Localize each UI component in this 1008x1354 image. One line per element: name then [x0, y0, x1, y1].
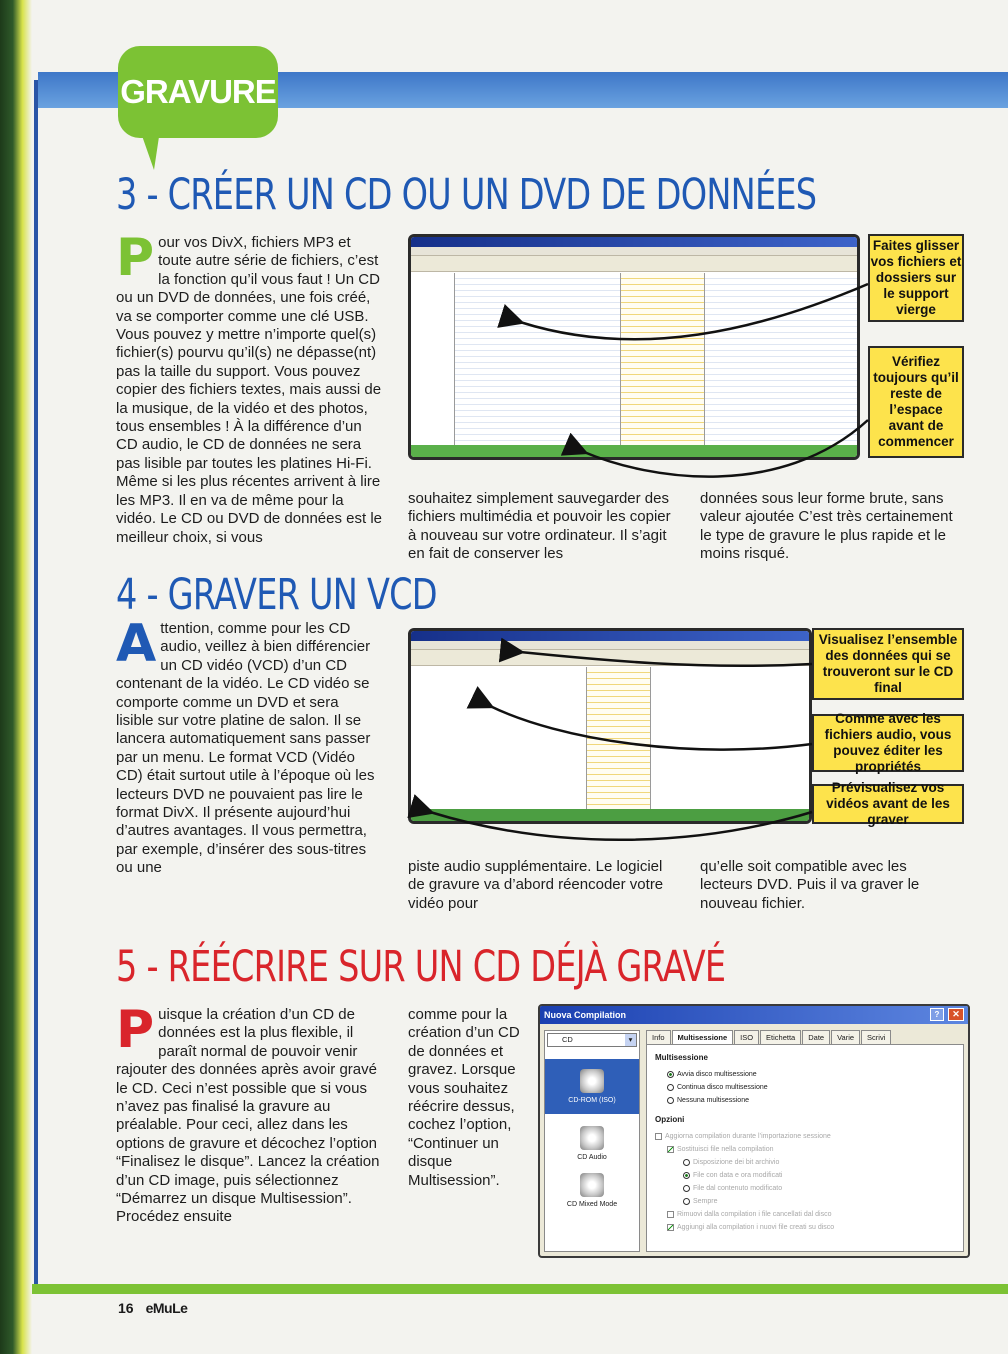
checkbox-icon: [667, 1211, 674, 1218]
page-footer: [118, 1300, 187, 1316]
screenshot-pane-left: [411, 273, 455, 445]
section4-col2: piste audio supplémentaire. Le logiciel de gravure va d’abord réencoder votre vidéo pour: [408, 858, 664, 912]
edge-stripe: [34, 80, 38, 1290]
radio-contenuto-modificato[interactable]: File dal contenuto modificato: [655, 1182, 955, 1195]
section4-dropcap: A: [116, 614, 157, 674]
check-aggiungi-nuovi[interactable]: Aggiungi alla compilation i nuovi file creati su disco: [655, 1221, 955, 1234]
section-tag-tail: [140, 130, 160, 170]
section3-title: 3 - CRÉER UN CD OU UN DVD DE DONNÉES: [116, 170, 817, 220]
tab-iso[interactable]: ISO: [734, 1030, 759, 1044]
section4-title: 4 - GRAVER UN VCD: [116, 570, 437, 620]
section3-callout-drag: Faites glisser vos fichiers et dossiers sur le support vierge: [868, 234, 964, 322]
section4-callout-properties: Comme avec les fichiers audio, vous pouvez éditer les propriétés: [812, 714, 964, 772]
tab-etichetta[interactable]: Etichetta: [760, 1030, 801, 1044]
tab-info[interactable]: Info: [646, 1030, 671, 1044]
dialog-titlebar: [540, 1006, 968, 1024]
section4-screenshot: [408, 628, 812, 824]
screenshot-pane-tree: [587, 667, 651, 809]
radio-icon: [683, 1159, 690, 1166]
screenshot-titlebar: [411, 237, 857, 247]
radio-continua-multisessione[interactable]: Continua disco multisessione: [655, 1081, 955, 1094]
radio-icon: [667, 1097, 674, 1104]
section3-screenshot: [408, 234, 860, 460]
section3-col1-text: our vos DivX, fichiers MP3 et toute autre série de fichiers, c’est la fonction qu’il vous faut ! Un CD ou un DVD de données, une fois créé, va se comporter comme une clé USB. Vous pouvez y mettre n’importe quel(s) fichier(s) pourvu qu’il(s) ne dépasse(nt) pas la taille du support. Vous pouvez copier des fichiers textes, mais aussi de la musique, de la vidéo et des photos, tous ensembles ! À la différence d’un CD audio, le CD de données ne sera pas lisible par toutes les platines Hi-Fi. Même si les plus récentes arrivent à lire les MP3. Il en va de même pour la vidéo. Le CD ou DVD de données est le meilleur choix, si vous: [116, 234, 382, 546]
section4-col1-text: ttention, comme pour les CD audio, veillez à bien différencier un CD vidéo (VCD) d’un CD contenant de la vidéo. Le CD vidéo se comporte comme un DVD et sera lisible sur votre platine de salon. Il se lancera automatiquement sans passer par un menu. Le format VCD (Vidéo CD) était surtout utile à l’époque où les lecteurs DVD ne pouvaient pas lire le format DivX. Il présente aujourd’hui d’autres avantages. Il vous permettra, par exemple, d’insérer des sous-titres ou une: [116, 620, 375, 877]
screenshot-pane-files: [651, 667, 812, 809]
media-type-select[interactable]: CD ▾: [547, 1033, 637, 1047]
screenshot-statusbar: [411, 809, 809, 821]
screenshot-pane-tracks: [411, 667, 587, 809]
nuova-compilation-dialog: [538, 1004, 970, 1258]
radio-icon: [667, 1071, 674, 1078]
cd-mixed-icon: [580, 1173, 604, 1197]
help-icon[interactable]: ?: [930, 1008, 944, 1021]
section4-callout-overview: Visualisez l’ensemble des données qui se trouveront sur le CD final: [812, 628, 964, 700]
cd-audio-icon: [580, 1126, 604, 1150]
section3-dropcap: P: [116, 228, 155, 288]
section5-col2: comme pour la création d’un CD de données et gravez. Lorsque vous souhaitez réécrire dessus, cochez l’option, “Continuer un disque Multisession”.: [408, 1006, 520, 1189]
section5-title: 5 - RÉÉCRIRE SUR UN CD DÉJÀ GRAVÉ: [116, 942, 726, 992]
screenshot-menubar: [411, 641, 809, 650]
dialog-title: Nuova Compilation: [544, 1010, 627, 1020]
mode-cd-audio[interactable]: CD Audio: [545, 1126, 639, 1161]
section5-col1: [116, 1000, 382, 1227]
section3-callout-space: Vérifiez toujours qu’il reste de l’espace avant de commencer: [868, 346, 964, 458]
section5-col1-text: uisque la création d’un CD de données est la plus flexible, il paraît normal de pouvoir venir rajouter des données après avoir gravé le CD. Ceci n’est possible que si vous n’avez pas finalisé la gravure au préalable. Pour ceci, allez dans les options de gravure et décochez l’option “Finalisez le disque”. Lancez la création d’un CD image, puis sélectionnez “Démarrez un disque Multisession”. Procédez ensuite: [116, 1006, 380, 1226]
group-opzioni: Opzioni: [655, 1115, 685, 1124]
section-tag: [118, 46, 278, 138]
radio-icon: [683, 1172, 690, 1179]
magazine-name: eMuLe: [145, 1300, 188, 1316]
dialog-settings: [646, 1030, 964, 1252]
radio-data-ora[interactable]: File con data e ora modificati: [655, 1169, 955, 1182]
checkbox-icon: [655, 1133, 662, 1140]
mode-cd-mixed[interactable]: CD Mixed Mode: [545, 1173, 639, 1208]
tab-multisessione[interactable]: Multisessione: [672, 1030, 734, 1044]
radio-bit-archivio[interactable]: Disposizione dei bit archivio: [655, 1156, 955, 1169]
radio-icon: [683, 1198, 690, 1205]
screenshot-toolbar: [411, 650, 809, 666]
radio-sempre[interactable]: Sempre: [655, 1195, 955, 1208]
section3-col3: données sous leur forme brute, sans valeur ajoutée C’est très certainement le type de gravure le plus rapide et le moins risqué.: [700, 490, 953, 563]
cd-data-icon: [580, 1069, 604, 1093]
screenshot-toolbar: [411, 256, 857, 272]
checkbox-icon: [667, 1224, 674, 1231]
dialog-mode-list: [544, 1030, 640, 1252]
radio-avvia-multisessione[interactable]: Avvia disco multisessione: [655, 1068, 955, 1081]
tab-varie[interactable]: Varie: [831, 1030, 860, 1044]
screenshot-pane-tree: [621, 273, 705, 445]
check-aggiorna-compilation[interactable]: Aggiorna compilation durante l’importazione sessione: [655, 1130, 955, 1143]
screenshot-pane-files: [455, 273, 621, 445]
section3-col2: souhaitez simplement sauvegarder des fichiers multimédia et pouvoir les copier à nouveau sur votre ordinateur. Il s’agit en fait de conserver les: [408, 490, 671, 563]
tab-date[interactable]: Date: [802, 1030, 830, 1044]
page-edge-decoration: [0, 0, 32, 1354]
dialog-tabs: [646, 1030, 964, 1044]
screenshot-menubar: [411, 247, 857, 256]
chevron-down-icon: ▾: [625, 1034, 636, 1046]
radio-icon: [667, 1084, 674, 1091]
group-multisessione: Multisessione: [655, 1053, 708, 1062]
checkbox-icon: [667, 1146, 674, 1153]
check-rimuovi-cancellati[interactable]: Rimuovi dalla compilation i file cancellati dal disco: [655, 1208, 955, 1221]
close-icon[interactable]: ✕: [948, 1008, 964, 1021]
screenshot-statusbar: [411, 445, 857, 457]
section4-col3: qu’elle soit compatible avec les lecteurs DVD. Puis il va graver le nouveau fichier.: [700, 858, 920, 912]
tab-scrivi[interactable]: Scrivi: [861, 1030, 891, 1044]
footer-band: [32, 1284, 1008, 1294]
section4-callout-preview: Prévisualisez vos vidéos avant de les graver: [812, 784, 964, 824]
radio-icon: [683, 1185, 690, 1192]
section5-dropcap: P: [116, 1000, 155, 1060]
section4-col1: [116, 614, 378, 878]
multisession-panel: [646, 1044, 964, 1252]
section3-col1: [116, 228, 384, 547]
radio-nessuna-multisessione[interactable]: Nessuna multisessione: [655, 1094, 955, 1107]
screenshot-titlebar: [411, 631, 809, 641]
screenshot-pane-disc: [705, 273, 860, 445]
page-number: 16: [118, 1300, 134, 1316]
section-tag-label: GRAVURE: [120, 73, 276, 110]
mode-cdrom-iso[interactable]: CD-ROM (ISO): [545, 1059, 639, 1114]
check-sostituisci-file[interactable]: Sostituisci file nella compilation: [655, 1143, 955, 1156]
